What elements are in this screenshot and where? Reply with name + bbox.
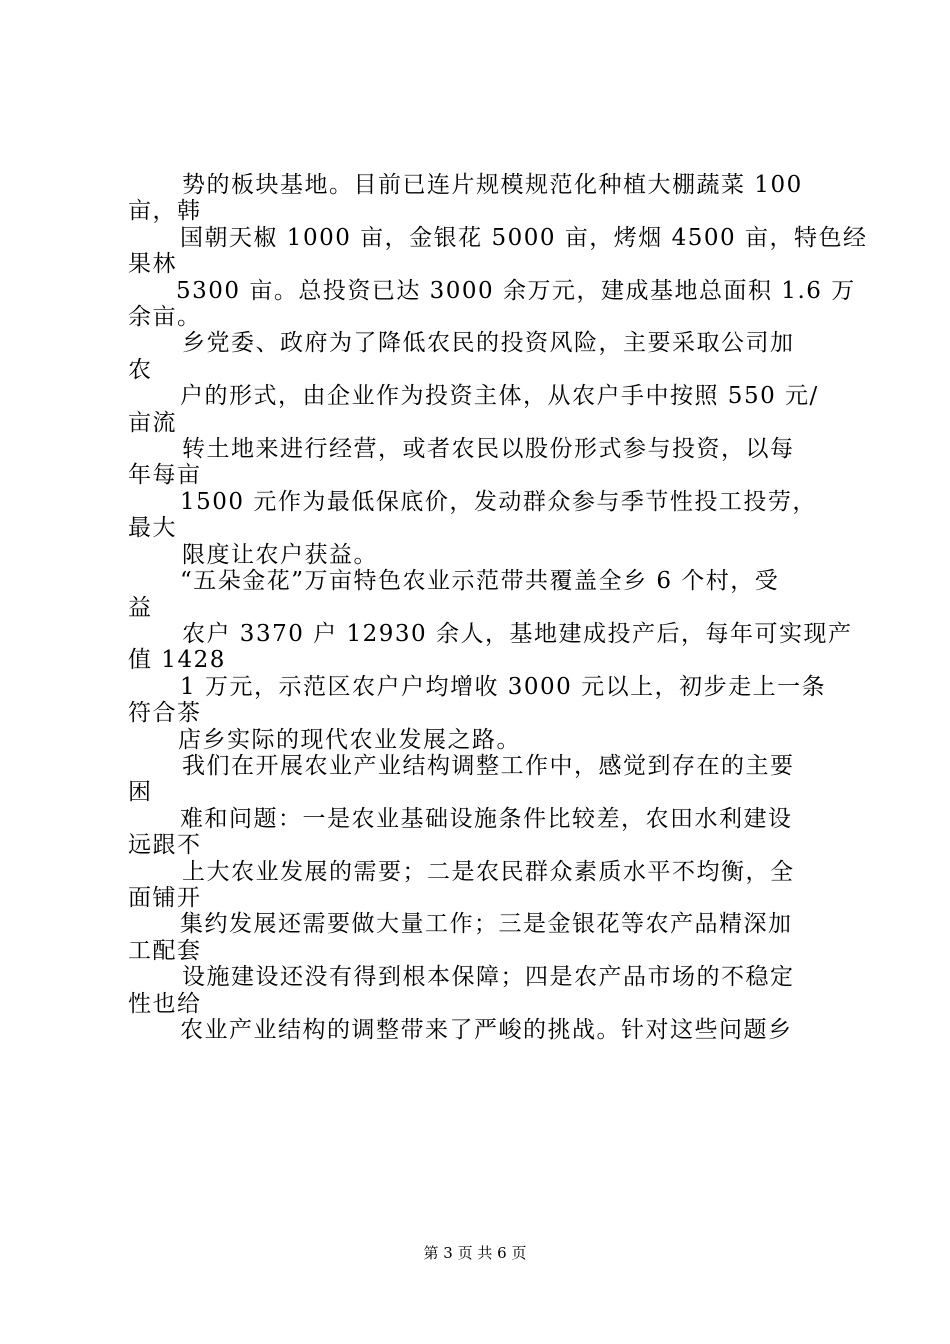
document-line: 乡党委、政府为了降低农民的投资风险，主要采取公司加 (182, 330, 795, 357)
document-line: 农户 3370 户 12930 余人，基地建成投产后，每年可实现产 (182, 620, 853, 647)
document-line: 势的板块基地。目前已连片规模规范化种植大棚蔬菜 100 (182, 172, 803, 198)
document-line: 1 万元，示范区农户户均增收 3000 元以上，初步走上一条 (180, 673, 827, 700)
document-line: 5300 亩。总投资已达 3000 余万元，建成基地总面积 1.6 万 (176, 277, 856, 304)
document-line: 年每亩 (128, 462, 202, 489)
document-line: 果林 (128, 251, 177, 278)
document-line: 远跟不 (128, 832, 202, 859)
document-line: 店乡实际的现代农业发展之路。 (178, 726, 521, 753)
document-line: “五朵金花”万亩特色农业示范带共覆盖全乡 6 个村，受 (180, 568, 780, 595)
document-line: 转土地来进行经营，或者农民以股份形式参与投资，以每 (182, 436, 795, 463)
document-line: 最大 (128, 515, 177, 542)
document-line: 性也给 (128, 990, 202, 1017)
document-line: 符合茶 (128, 700, 202, 727)
document-line: 国朝天椒 1000 亩，金银花 5000 亩，烤烟 4500 亩，特色经 (180, 224, 868, 251)
document-line: 值 1428 (128, 647, 226, 674)
document-line: 户的形式，由企业作为投资主体，从农户手中按照 550 元/ (180, 383, 819, 410)
document-line: 农业产业结构的调整带来了严峻的挑战。针对这些问题乡 (180, 1017, 793, 1043)
document-line: 农 (128, 356, 153, 383)
document-line: 亩，韩 (128, 198, 202, 225)
document-line: 亩流 (128, 409, 177, 436)
document-line: 集约发展还需要做大量工作；三是金银花等农产品精深加 (180, 911, 793, 938)
document-line: 益 (128, 594, 153, 621)
document-line: 难和问题：一是农业基础设施条件比较差，农田水利建设 (180, 805, 793, 832)
document-line: 设施建设还没有得到根本保障；四是农产品市场的不稳定 (182, 964, 795, 991)
document-line: 困 (128, 779, 153, 806)
document-line: 工配套 (128, 937, 202, 964)
document-line: 我们在开展农业产业结构调整工作中，感觉到存在的主要 (182, 752, 795, 779)
document-line: 1500 元作为最低保底价，发动群众参与季节性投工投劳， (180, 488, 817, 515)
document-body (128, 172, 868, 1043)
document-line: 上大农业发展的需要；二是农民群众素质水平不均衡，全 (182, 858, 795, 885)
document-line: 限度让农户获益。 (182, 541, 378, 568)
document-line: 余亩。 (128, 304, 202, 331)
document-line: 面铺开 (128, 884, 202, 911)
page-footer: 第 3 页 共 6 页 (423, 1244, 527, 1262)
